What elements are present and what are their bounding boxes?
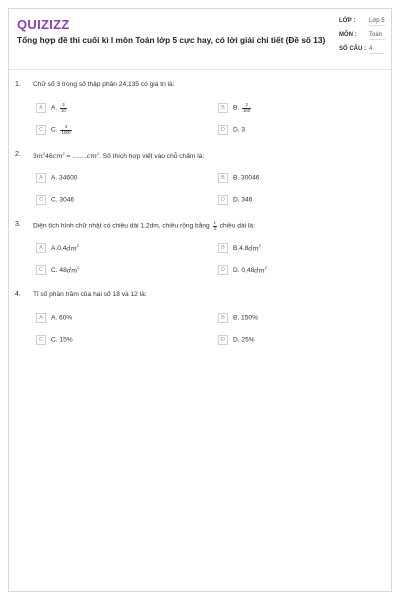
quizizz-logo: QUIZIZZ <box>17 17 70 32</box>
question-text: Chữ số 3 trong số thập phân 24,135 có giá trị là: <box>33 81 175 88</box>
fraction: $\frac{1}{3}$ <box>213 220 216 231</box>
question-text: $3m^246cm^2 = ........cm^2$. Số thích hợp viết vào chỗ chấm là: <box>33 151 205 160</box>
option-letter-box: B <box>218 173 228 183</box>
option-letter-box: B <box>218 103 228 113</box>
option-c[interactable]: C C. 15% <box>36 335 73 347</box>
option-letter-box: A <box>36 173 46 183</box>
option-a[interactable]: A A. 60% <box>36 313 72 325</box>
option-letter-box: C <box>36 195 46 205</box>
option-letter-box: B <box>218 243 228 253</box>
option-letter-box: D <box>218 265 228 275</box>
option-b[interactable]: B B. $\frac{3}{100}$ <box>218 103 252 115</box>
option-letter-box: D <box>218 335 228 345</box>
worksheet-title: Tổng hợp đề thi cuối kì I môn Toán lớp 5 cực hay, có lời giải chi tiết (Đề số 13) <box>17 35 326 45</box>
meta-count-value: 4 <box>369 46 385 54</box>
worksheet-page <box>8 8 392 592</box>
meta-grade <box>339 16 387 30</box>
option-b[interactable]: B B. 150% <box>218 313 258 325</box>
meta-subject-label: MÔN : <box>339 32 357 38</box>
option-d[interactable]: D D. $0,48dm^2$ <box>218 265 267 277</box>
option-c[interactable]: C C. 3046 <box>36 195 74 207</box>
question-number: 3. <box>15 221 21 228</box>
option-a[interactable]: A A. $\frac{3}{10}$ <box>36 103 68 115</box>
worksheet-header <box>9 9 391 70</box>
meta-grade-value: Lớp 5 <box>369 18 385 24</box>
option-letter-box: D <box>218 195 228 205</box>
option-letter-box: A <box>36 313 46 323</box>
meta-subject-value: Toán <box>369 32 385 40</box>
meta-grade-label: LỚP : <box>339 18 356 24</box>
question-3 <box>9 221 391 281</box>
question-2 <box>9 151 391 211</box>
option-c[interactable]: C C. $\frac{3}{1000}$ <box>36 125 73 137</box>
option-b[interactable]: B $B.4,8dm^2$ <box>218 243 261 255</box>
meta-subject <box>339 30 387 44</box>
meta-count <box>339 44 387 58</box>
option-c[interactable]: C C. $48dm^2$ <box>36 265 79 277</box>
option-letter-box: C <box>36 125 46 135</box>
question-1 <box>9 81 391 141</box>
question-number: 1. <box>15 81 21 88</box>
option-d[interactable]: D D. 25% <box>218 335 255 347</box>
question-4 <box>9 291 391 351</box>
question-number: 2. <box>15 151 21 158</box>
question-text: Tỉ số phần trăm của hai số 18 và 12 là: <box>33 291 147 298</box>
option-b[interactable]: B B. 30046 <box>218 173 259 185</box>
fraction: $\frac{3}{100}$ <box>243 102 251 113</box>
question-text: Diện tích hình chữ nhật có chiều dài 1,2dm, chiều rộng bằng $\frac{1}{3}$ chiều dài là: <box>33 220 255 231</box>
option-letter-box: A <box>36 243 46 253</box>
option-a[interactable]: A $A.0,4dm^2$ <box>36 243 79 255</box>
option-a[interactable]: A A. 34600 <box>36 173 77 185</box>
option-letter-box: C <box>36 265 46 275</box>
option-letter-box: D <box>218 125 228 135</box>
question-number: 4. <box>15 291 21 298</box>
fraction: $\frac{3}{10}$ <box>61 102 66 113</box>
meta-count-label: SỐ CÂU : <box>339 46 366 52</box>
worksheet-meta <box>339 16 387 58</box>
option-letter-box: A <box>36 103 46 113</box>
option-letter-box: B <box>218 313 228 323</box>
option-letter-box: C <box>36 335 46 345</box>
option-d[interactable]: D D. 3 <box>218 125 245 137</box>
option-d[interactable]: D D. 346 <box>218 195 252 207</box>
fraction: $\frac{3}{1000}$ <box>61 124 71 135</box>
